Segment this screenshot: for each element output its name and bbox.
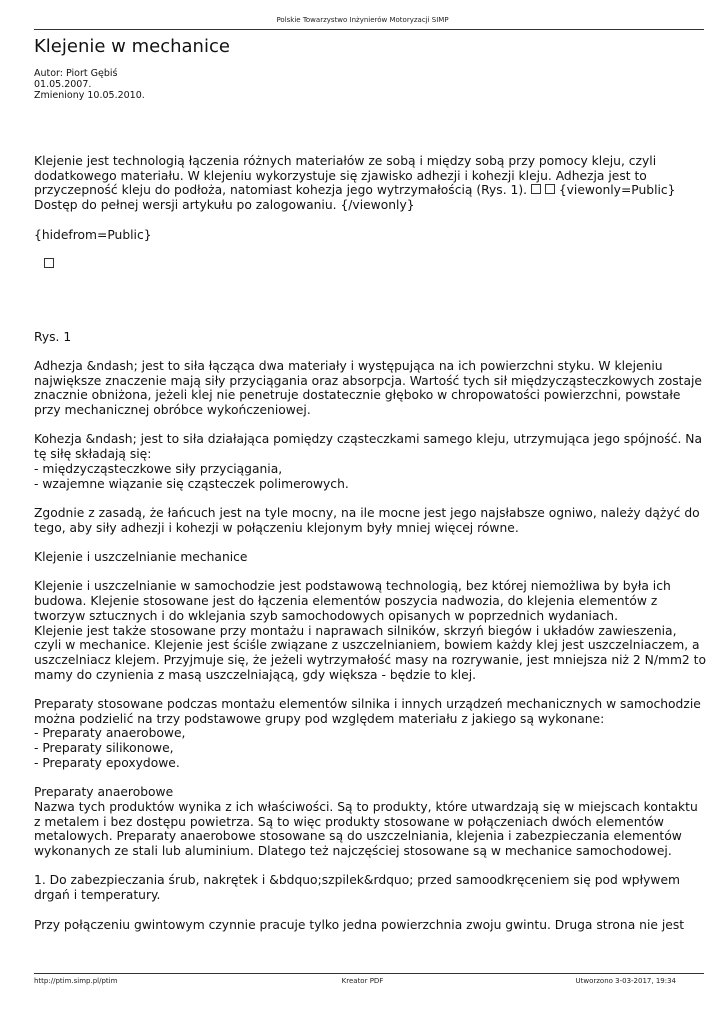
anaerobowe-paragraph: Preparaty anaerobowe Nazwa tych produktów wynika z ich właściwości. Są to produkty, które utwardzają się w miejscach kontaktu z metalem i bez dostępu powietrza. Są to więc produkty stosowane w połączeniach dwóch elementów metalowych. Preparaty anaerobowe stosowane są do uszczelniania, klejenia i zabezpieczania elementów wykonanych ze stali lub aluminium. Dlatego też najczęściej stosowane są w mechanice samochodowej. — [34, 785, 698, 859]
login-notice: Dostęp do pełnej wersji artykułu po zalogowaniu. {/viewonly} — [34, 198, 415, 213]
last-paragraph: Przy połączeniu gwintowym czynnie pracuje tylko jedna powierzchnia zwoju gwintu. Druga strona nie jest — [34, 917, 685, 932]
article-meta — [34, 68, 145, 101]
missing-image-icon — [531, 184, 541, 194]
footer-rule — [34, 973, 704, 974]
article-title: Klejenie w mechanice — [34, 36, 230, 57]
preparaty-paragraph: Preparaty stosowane podczas montażu elementów silnika i innych urządzeń mechanicznych w samochodzie można podzielić na trzy podstawowe grupy pod względem materiału z jakiego są wykonane: - Preparaty anaerobowe, - Preparaty silikonowe, - Preparaty epoxydowe. — [34, 697, 701, 770]
klejenie-paragraph: Klejenie i uszczelnianie w samochodzie jest podstawową technologią, bez której niemożliwa by była ich budowa. Klejenie stosowane jest do łączenia elementów poszycia nadwozia, do klejenia elementów z tworzyw sztucznych i do wklejania szyb samochodowych opisanych w poprzednich wydaniach. Klejenie jest także stosowane przy montażu i naprawach silników, skrzyń biegów i układów zawieszenia, czyli w mechanice. Klejenie jest ściśle związane z uszczelnianiem, bowiem każdy klej jest uszczelniaczem, a uszczelniacz klejem. Przyjmuje się, że jeżeli wytrzymałość masy na rozrywanie, jest mniejsza niż 2 N/mm2 to mamy do czynienia z masą uszczelniającą, gdy większa - będzie to klej. — [34, 579, 707, 682]
date-created: 01.05.2007. — [34, 79, 92, 90]
header-organization: Polskie Towarzystwo Inżynierów Motoryzacji SIMP — [276, 16, 449, 24]
missing-image-icon — [44, 258, 54, 268]
footer-url: http://ptim.simp.pl/ptim — [34, 977, 118, 985]
kohezja-paragraph: Kohezja &ndash; jest to siła działająca pomiędzy cząsteczkami samego kleju, utrzymująca jego spójność. Na tę siłę składają się: - międzycząsteczkowe siły przyciągania, - wzajemne wiązanie się cząsteczek polimerowych. — [34, 432, 702, 491]
missing-image-icon — [545, 184, 555, 194]
article-body — [34, 154, 706, 947]
footer-generator: Kreator PDF — [341, 977, 384, 985]
date-modified: Zmieniony 10.05.2010. — [34, 90, 145, 101]
viewonly-tag: {viewonly=Public} — [558, 183, 676, 198]
intro-paragraph — [34, 154, 706, 213]
header-rule — [34, 29, 704, 30]
intro-text: Klejenie jest technologią łączenia różnych materiałów ze sobą i między sobą przy pomocy kleju, czyli dodatkowego materiału. W klejeniu wykorzystuje się zjawisko adhezji i kohezji kleju. Adhezja jest to przyczepność kleju do podłoża, natomiast kohezja jego wytrzymałością (Rys. 1). — [34, 154, 657, 198]
zgodnie-paragraph: Zgodnie z zasadą, że łańcuch jest na tyle mocny, na ile mocne jest jego najsłabsze ogniwo, należy dążyć do tego, aby siły adhezji i kohezji w połączeniu klejonym były mniej więcej równe. — [34, 505, 700, 535]
author-line: Autor: Piort Gębiś — [34, 68, 118, 79]
section-heading: Klejenie i uszczelnianie mechanice — [34, 550, 248, 565]
figure-space — [34, 272, 706, 330]
figure-placeholder — [34, 257, 706, 272]
adhezja-paragraph: Adhezja &ndash; jest to siła łącząca dwa materiały i występująca na ich powierzchni styku. W klejeniu największe znaczenie mają siły przyciągania oraz absorpcja. Wartość tych sił międzycząsteczkowych zostaje znacznie obniżona, jeżeli klej nie penetruje dostatecznie głęboko w chropowatości powierzchni, powstałe przy mechanicznej obróbce wykończeniowej. — [34, 358, 702, 418]
point-1-paragraph: 1. Do zabezpieczania śrub, nakrętek i &bdquo;szpilek&rdquo; przed samoodkręceniem się pod wpływem drgań i temperatury. — [34, 873, 680, 903]
hidefrom-tag: {hidefrom=Public} — [34, 227, 152, 242]
footer-created: Utworzono 3-03-2017, 19:34 — [575, 977, 676, 985]
figure-caption: Rys. 1 — [34, 329, 72, 344]
